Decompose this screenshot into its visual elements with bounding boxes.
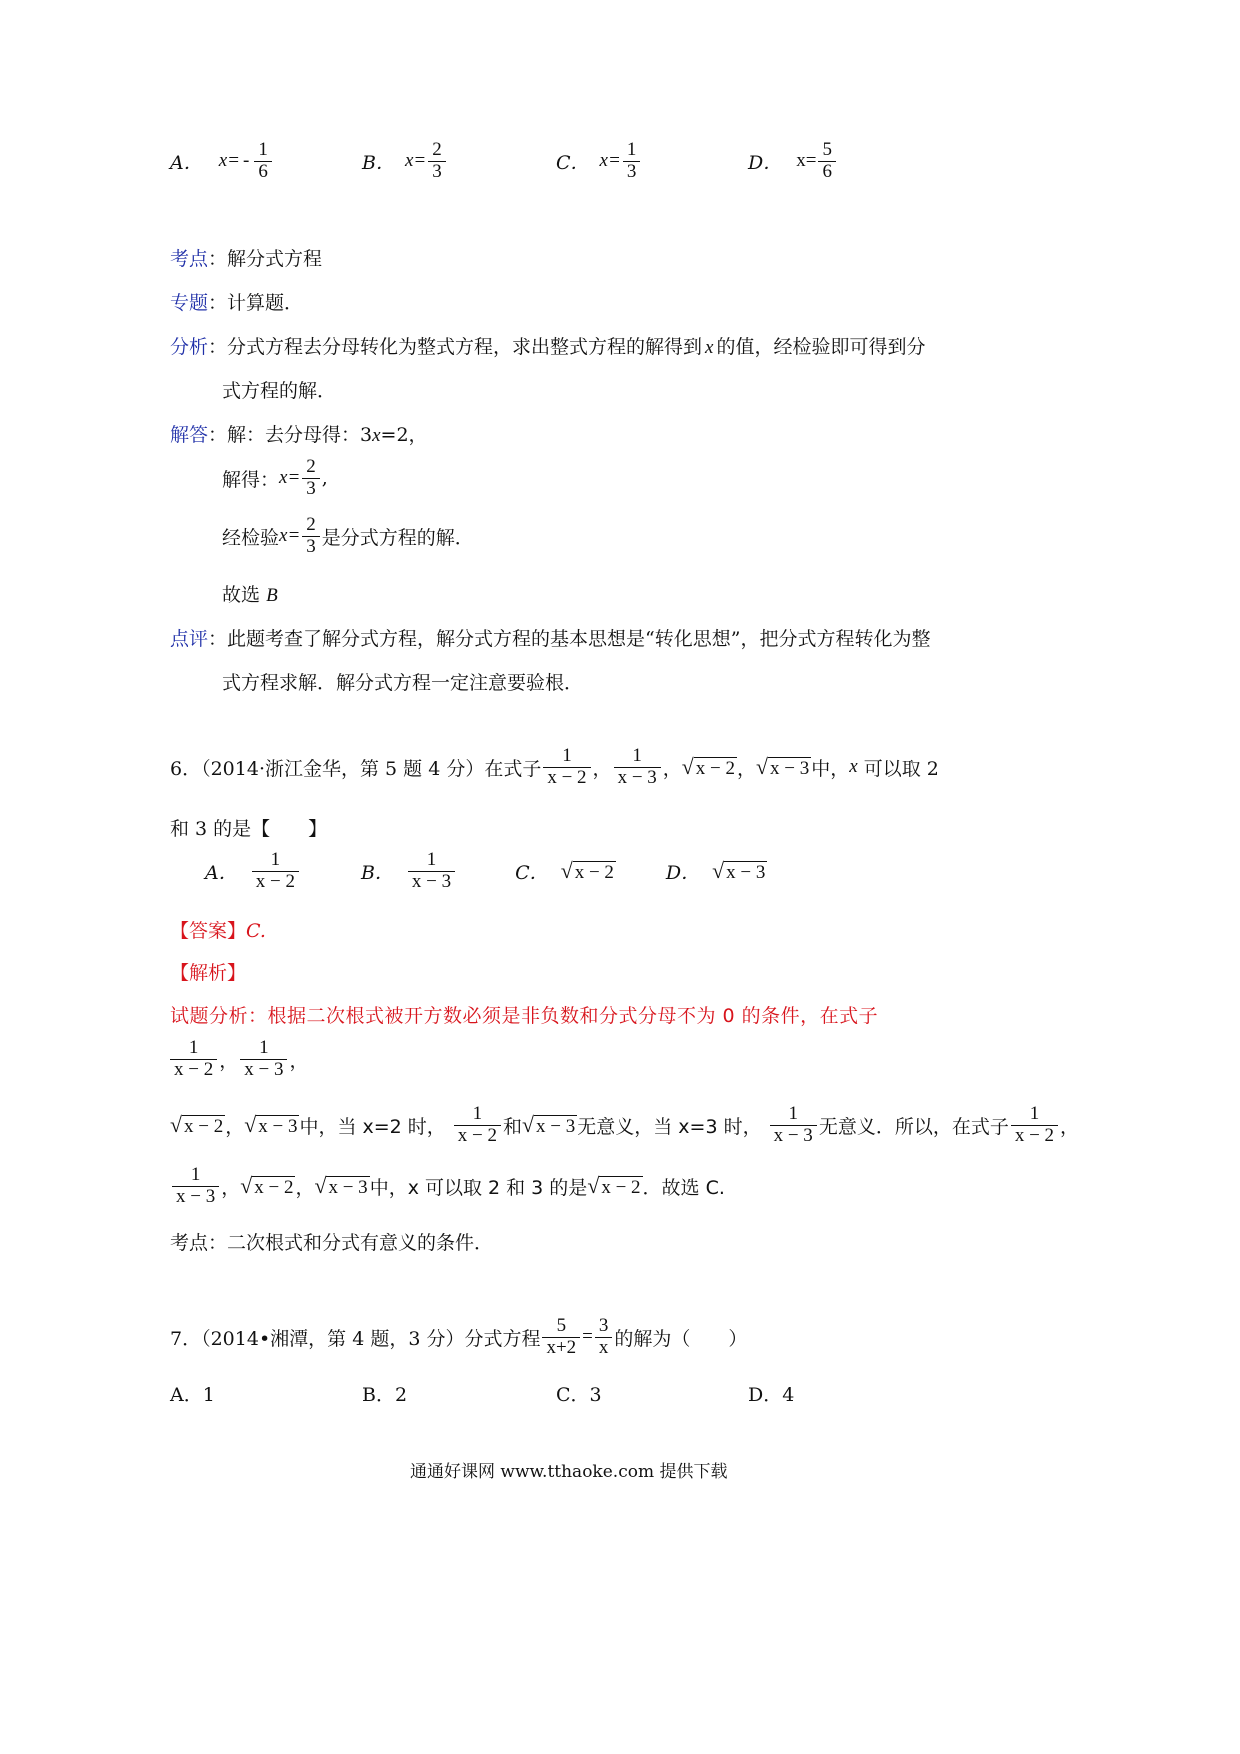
q7-option-b-text: B．2 xyxy=(362,1384,408,1406)
q6-answer-line xyxy=(170,916,266,943)
q7-option-a xyxy=(170,1380,215,1407)
q6-fraction-1 xyxy=(543,746,590,788)
q5-option-b-var: x= xyxy=(404,150,427,172)
fenxi-text-1a: ：分式方程去分母转化为整式方程，求出整式方程的解得到 xyxy=(208,336,703,358)
jieda-text-3a: 经检验 xyxy=(222,526,280,549)
q5-option-c-label: C． xyxy=(556,151,590,174)
a2-comma: ， xyxy=(219,1049,239,1072)
a3-fraction-1 xyxy=(454,1104,501,1146)
q6-comma: ， xyxy=(592,757,612,780)
fraction-numerator: 2 xyxy=(432,139,442,160)
fraction-numerator: 1 xyxy=(788,1103,798,1124)
fraction-denominator: x − 2 xyxy=(1011,1125,1058,1147)
radicand: x − 2 xyxy=(184,1115,224,1137)
fraction-denominator: x − 2 xyxy=(170,1059,217,1081)
a3-sqrt-3: √ x − 3 xyxy=(522,1112,576,1137)
fraction-denominator: 3 xyxy=(302,536,320,558)
radicand: x − 3 xyxy=(328,1176,368,1198)
dianping-label: 点评 xyxy=(170,628,209,650)
fraction-denominator: x − 2 xyxy=(454,1125,501,1147)
q7-option-b xyxy=(362,1380,407,1407)
jieda-answer-var: B xyxy=(266,585,278,606)
a3-fraction-2 xyxy=(770,1104,817,1146)
q7-option-d xyxy=(748,1380,794,1407)
jieda-text-1b: =2， xyxy=(380,424,428,446)
a2-fraction-1 xyxy=(170,1038,217,1080)
q5-fenxi-line-2 xyxy=(222,376,336,403)
fraction-denominator: 3 xyxy=(428,161,446,183)
jieda-text-2var: x= xyxy=(279,467,301,489)
q6-stem-line-1 xyxy=(170,746,939,788)
a2-end: ， xyxy=(289,1049,309,1072)
q5-zhuanti-line xyxy=(170,288,303,315)
q5-option-d xyxy=(748,140,838,182)
q6-fraction-2 xyxy=(614,746,661,788)
q5-option-c xyxy=(556,140,642,182)
q7-option-c-text: C．3 xyxy=(556,1384,602,1406)
answer-value: C. xyxy=(246,920,266,942)
q6-sqrt-2: √ x − 3 xyxy=(756,754,810,779)
q6-kaodian: 考点：二次根式和分式有意义的条件． xyxy=(170,1232,494,1254)
jieda-text-3b: 是分式方程的解． xyxy=(321,526,474,549)
q6-jiexi-line xyxy=(170,958,246,985)
q6-stem-c: 可以取 2 xyxy=(863,757,939,780)
jiexi-tag: 【解析】 xyxy=(170,962,247,984)
fraction-numerator: 5 xyxy=(556,1315,567,1336)
a3-text-3: 无意义，当 x=3 时， xyxy=(577,1115,762,1138)
q5-dianping-line-2 xyxy=(222,668,583,695)
q7-option-c xyxy=(556,1380,602,1407)
fraction-denominator: x xyxy=(595,1337,613,1359)
q5-option-a-fraction xyxy=(254,140,272,182)
fraction-numerator: 3 xyxy=(598,1315,609,1336)
fraction-numerator: 1 xyxy=(426,849,437,870)
fraction-numerator: 1 xyxy=(1029,1103,1040,1124)
q6-sqrt-1: √ x − 2 xyxy=(681,754,736,779)
fraction-denominator: 3 xyxy=(623,161,641,183)
q7-stem-a: 7．（2014•湘潭，第 4 题，3 分）分式方程 xyxy=(170,1327,541,1350)
radicand: x − 2 xyxy=(695,757,736,779)
q6-stem-line-2 xyxy=(170,814,327,841)
q6-stem-b: 中， xyxy=(811,757,850,780)
q5-option-b-label: B． xyxy=(362,151,395,174)
jieda-fraction-2 xyxy=(302,515,320,557)
fraction-denominator: 6 xyxy=(818,161,836,183)
q7-option-d-text: D．4 xyxy=(748,1384,795,1406)
q5-jieda-line-3 xyxy=(222,515,474,557)
q6-option-a-fraction xyxy=(252,850,299,892)
q6-option-c-sqrt: √ x − 2 xyxy=(560,858,614,883)
fraction-numerator: 1 xyxy=(472,1103,483,1124)
radicand: x − 2 xyxy=(574,861,614,883)
fraction-numerator: 1 xyxy=(270,849,281,870)
jieda-text-1a: ：解：去分母得：3 xyxy=(208,424,373,446)
jieda-fraction-1 xyxy=(302,457,320,499)
fraction-numerator: 2 xyxy=(306,456,316,477)
fraction-denominator: x − 3 xyxy=(408,871,455,893)
q6-stem-a: 6．（2014·浙江金华，第 5 题 4 分）在式子 xyxy=(170,757,542,780)
q7-option-a-text: A．1 xyxy=(170,1384,215,1406)
fraction-denominator: x − 3 xyxy=(240,1059,287,1081)
q6-option-c-label: C． xyxy=(515,861,549,884)
q5-option-a-sign: - xyxy=(243,150,250,172)
q6-comma: ， xyxy=(662,757,682,780)
jieda-var: x xyxy=(372,425,381,446)
radicand: x − 3 xyxy=(258,1115,298,1137)
fraction-numerator: 5 xyxy=(822,139,832,160)
zhuanti-label: 专题 xyxy=(170,292,209,314)
q6-analysis-line-4 xyxy=(170,1165,725,1207)
zhuanti-text: ：计算题． xyxy=(208,292,304,314)
q5-option-c-var: x= xyxy=(599,150,621,172)
radicand: x − 3 xyxy=(726,861,766,883)
fraction-numerator: 1 xyxy=(562,745,572,766)
radicand: x − 3 xyxy=(536,1115,576,1137)
kaodian-text: ：解分式方程 xyxy=(208,248,323,270)
q6-analysis-line-3 xyxy=(170,1104,1079,1146)
q5-option-d-var: x= xyxy=(796,150,817,172)
jieda-label: 解答 xyxy=(170,424,209,446)
jieda-text-2b: , xyxy=(321,467,328,490)
a3-comma: ， xyxy=(225,1115,245,1138)
q5-kaodian-line xyxy=(170,244,322,271)
q5-option-a-label: A． xyxy=(170,151,203,174)
a4-fraction-1 xyxy=(172,1165,219,1207)
footer-text: 通通好课网 www.tthaoke.com 提供下载 xyxy=(410,1462,728,1482)
fraction-denominator: 3 xyxy=(302,478,320,500)
fraction-denominator: x − 2 xyxy=(543,767,590,789)
jieda-text-2a: 解得： xyxy=(222,468,280,491)
a4-text-1: 中，x 可以取 2 和 3 的是 xyxy=(369,1176,588,1199)
q6-stem-line2: 和 3 的是【 】 xyxy=(170,818,328,840)
q5-dianping-line-1 xyxy=(170,624,930,651)
fraction-numerator: 2 xyxy=(306,514,316,535)
q6-comma: ， xyxy=(737,757,757,780)
q7-fraction-1 xyxy=(542,1316,580,1358)
a4-sqrt-2: √ x − 3 xyxy=(314,1173,368,1198)
fraction-denominator: 6 xyxy=(254,161,272,183)
q5-option-c-fraction xyxy=(623,140,641,182)
dianping-text-2: 式方程求解．解分式方程一定注意要验根． xyxy=(222,672,584,694)
q6-analysis-line-2 xyxy=(168,1038,308,1080)
q7-stem-line xyxy=(170,1316,747,1358)
fraction-numerator: 1 xyxy=(258,139,268,160)
a3-fraction-3 xyxy=(1011,1104,1058,1146)
q5-option-b xyxy=(362,140,448,182)
radicand: x − 2 xyxy=(601,1176,641,1198)
q6-stem-var: x xyxy=(849,756,858,778)
q5-option-a xyxy=(170,140,274,182)
fraction-denominator: x − 3 xyxy=(172,1186,219,1208)
q5-option-d-label: D． xyxy=(748,151,783,174)
page-footer xyxy=(410,1457,727,1482)
q5-option-a-var: x= xyxy=(218,150,240,172)
fraction-numerator: 1 xyxy=(190,1164,201,1185)
a4-comma: ， xyxy=(221,1176,241,1199)
fraction-numerator: 1 xyxy=(626,139,637,160)
a3-text-4: 无意义．所以，在式子 xyxy=(818,1115,1009,1138)
fenxi-var: x xyxy=(705,337,714,358)
q7-fraction-2 xyxy=(595,1316,613,1358)
fraction-denominator: x − 2 xyxy=(252,871,299,893)
a3-sqrt-1: √ x − 2 xyxy=(170,1112,224,1137)
q6-kaodian-line xyxy=(170,1228,493,1255)
radicand: x − 2 xyxy=(254,1176,294,1198)
a3-text-2: 和 xyxy=(503,1115,523,1138)
q7-stem-b: 的解为（ ） xyxy=(614,1327,748,1350)
fenxi-label: 分析 xyxy=(170,336,209,358)
fraction-numerator: 1 xyxy=(259,1037,269,1058)
q6-option-b-fraction xyxy=(408,850,455,892)
a4-text-2: ．故选 C. xyxy=(642,1176,725,1199)
fenxi-text-2: 式方程的解． xyxy=(222,380,337,402)
q6-option-b-label: B． xyxy=(360,861,394,884)
q5-fenxi-line-1 xyxy=(170,332,925,359)
q5-option-d-fraction xyxy=(818,140,836,182)
fenxi-text-1b: 的值，经检验即可得到分 xyxy=(716,336,926,358)
analysis-text-1: 试题分析：根据二次根式被开方数必须是非负数和分式分母不为 0 的条件，在式子 xyxy=(170,1005,879,1027)
a4-sqrt-3: √ x − 2 xyxy=(587,1173,641,1198)
fraction-numerator: 1 xyxy=(632,745,642,766)
answer-tag: 【答案】 xyxy=(170,920,247,942)
q6-analysis-line-1 xyxy=(170,1001,878,1028)
a2-fraction-2 xyxy=(240,1038,287,1080)
dianping-text-1: ：此题考查了解分式方程，解分式方程的基本思想是“转化思想”，把分式方程转化为整 xyxy=(208,628,931,650)
jieda-text-3var: x= xyxy=(279,525,301,547)
q6-options-row xyxy=(205,850,767,892)
a3-text-1: 中，当 x=2 时， xyxy=(299,1115,446,1138)
q6-option-d-label: D． xyxy=(665,861,701,884)
a3-text-5: ， xyxy=(1060,1115,1080,1138)
jieda-text-4a: 故选 xyxy=(222,584,261,606)
q5-jieda-line-2 xyxy=(222,457,328,499)
fraction-denominator: x+2 xyxy=(542,1337,580,1359)
fraction-numerator: 1 xyxy=(188,1037,199,1058)
fraction-denominator: x − 3 xyxy=(770,1125,817,1147)
q5-option-b-fraction xyxy=(428,140,446,182)
q6-option-d-sqrt: √ x − 3 xyxy=(712,858,766,883)
a4-sqrt-1: √ x − 2 xyxy=(240,1173,294,1198)
q7-equals: = xyxy=(582,1326,593,1348)
q5-jieda-line-1 xyxy=(170,420,428,447)
fraction-denominator: x − 3 xyxy=(614,767,661,789)
a3-sqrt-2: √ x − 3 xyxy=(244,1112,298,1137)
radicand: x − 3 xyxy=(770,757,810,779)
q5-jieda-line-4 xyxy=(222,580,278,607)
a4-comma: ， xyxy=(295,1176,315,1199)
kaodian-label: 考点 xyxy=(170,248,209,270)
q6-option-a-label: A． xyxy=(205,861,238,884)
